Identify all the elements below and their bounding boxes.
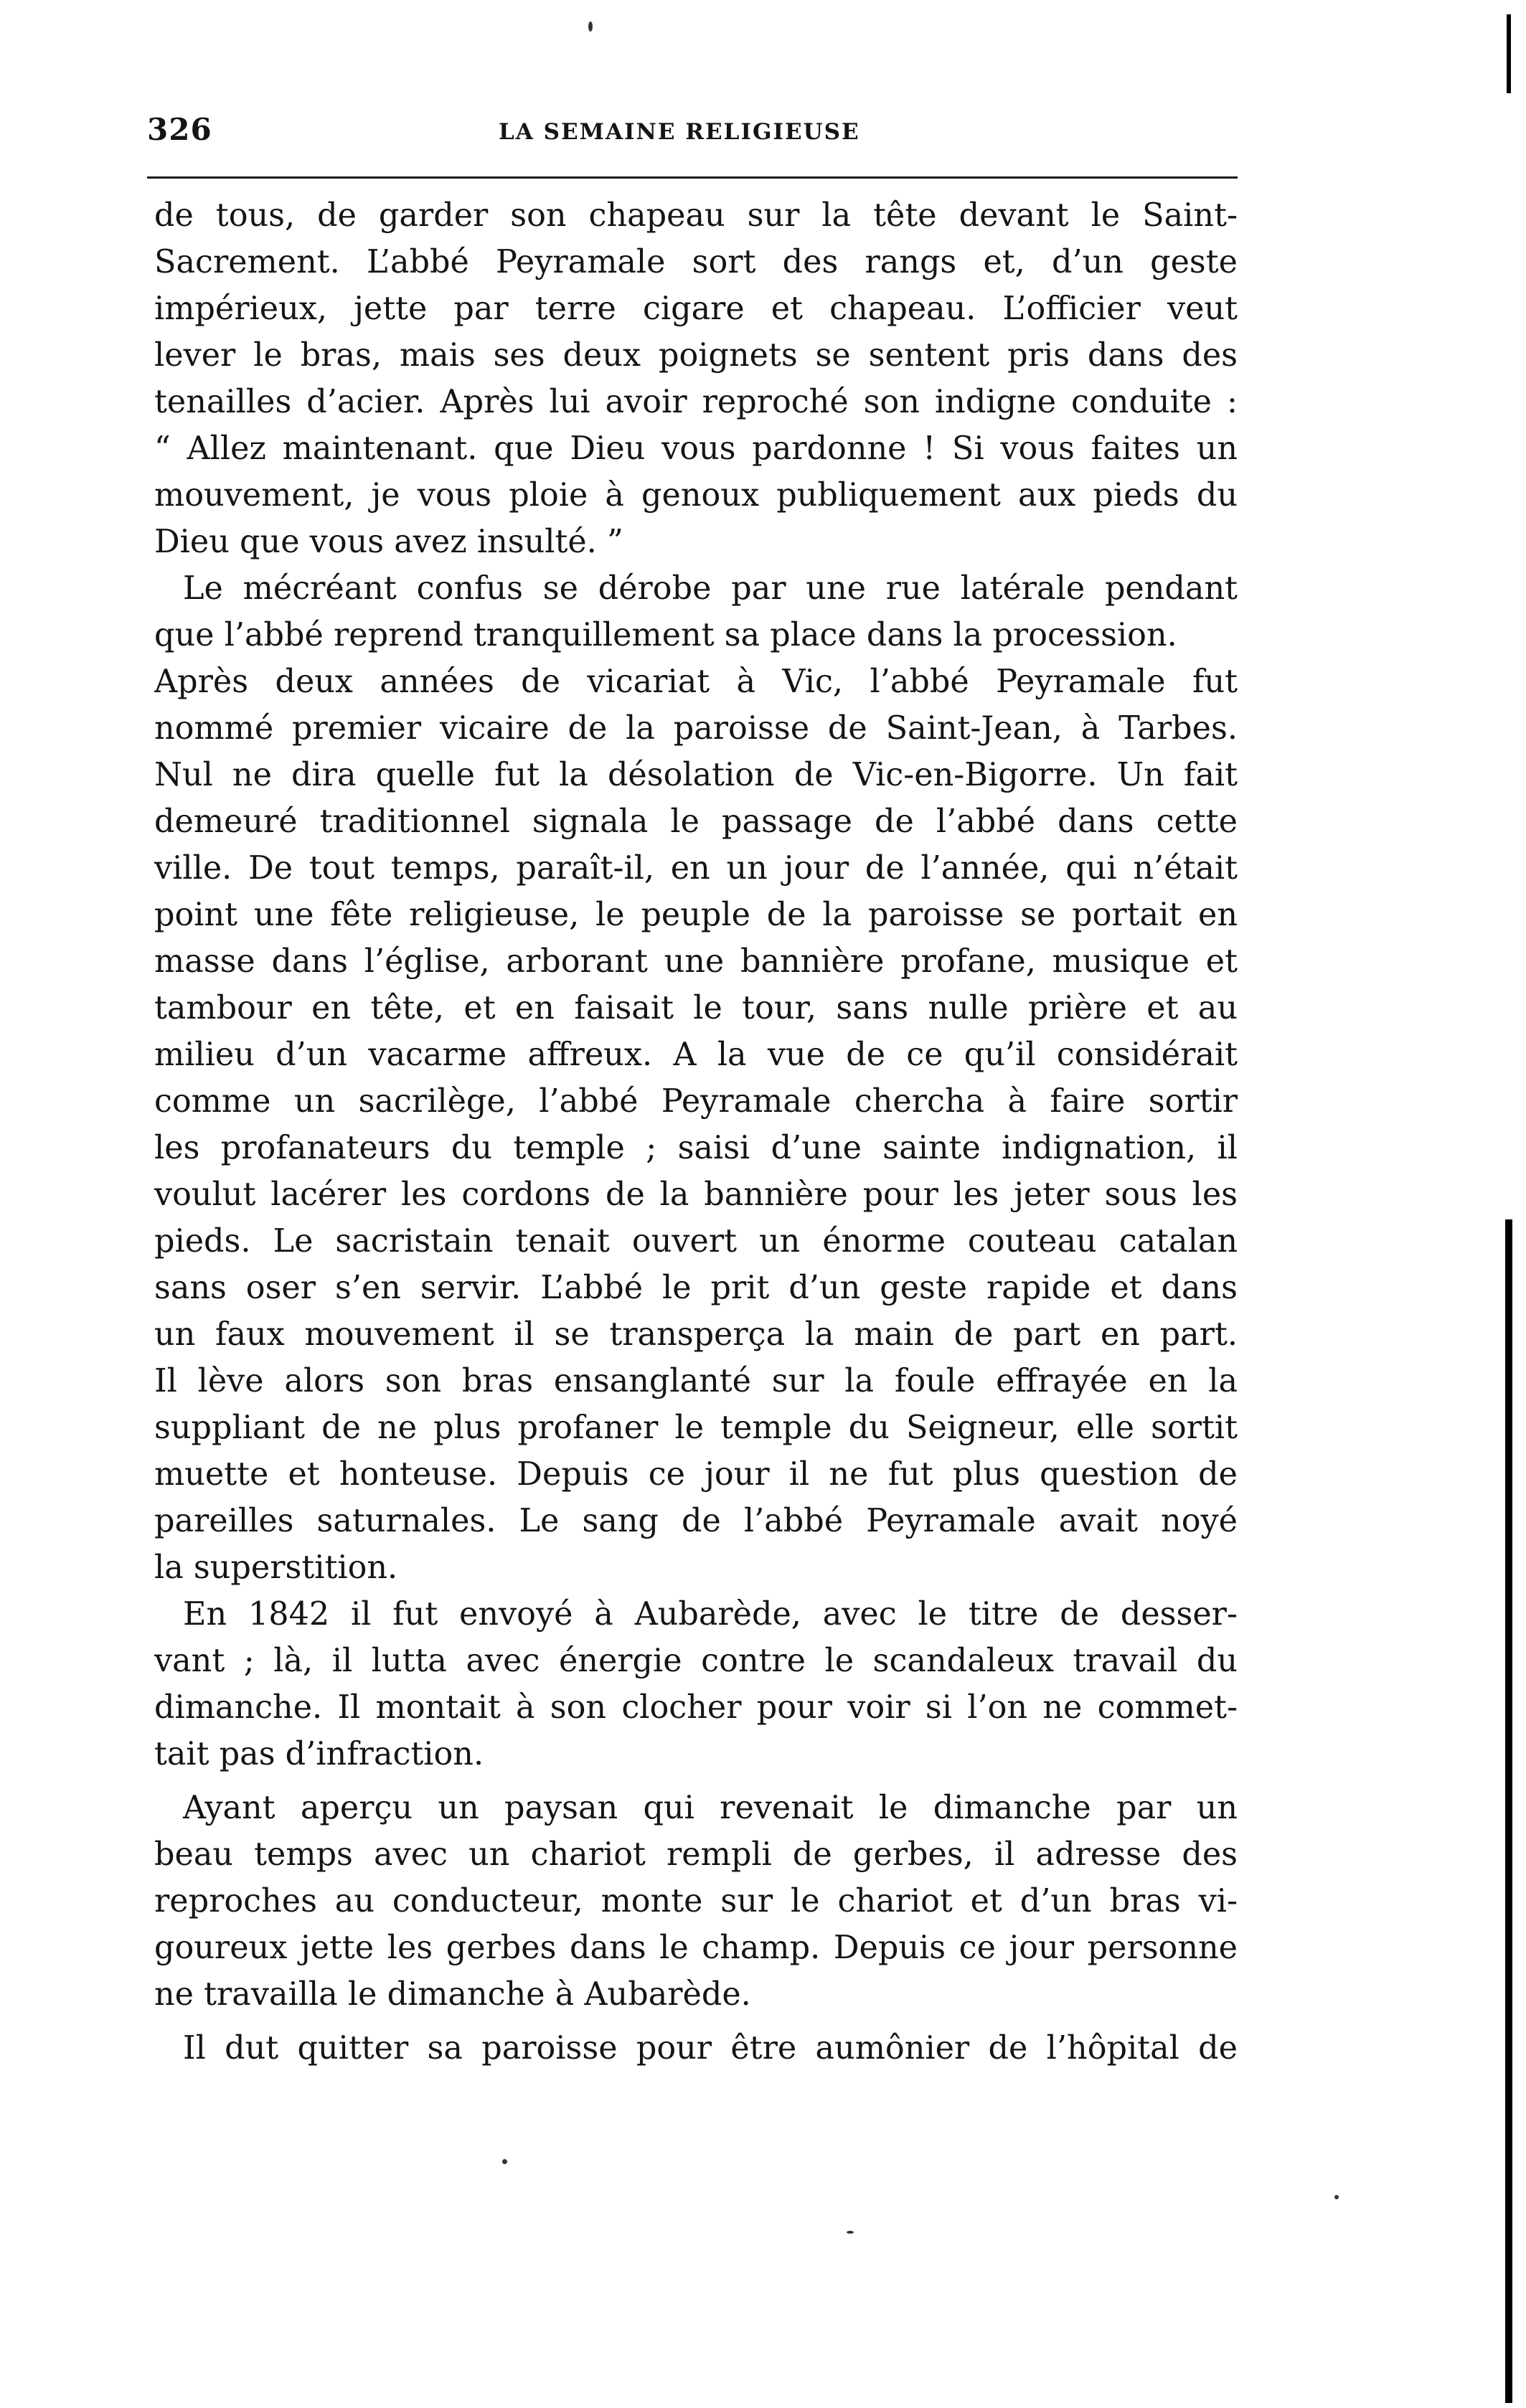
text-line: suppliant de ne plus profaner le temple du Seigneur, elle sortit bbox=[154, 1410, 1238, 1446]
scan-speck bbox=[847, 2231, 854, 2234]
text-line: muette et honteuse. Depuis ce jour il ne fut plus question de bbox=[154, 1456, 1238, 1493]
text-line: reproches au conducteur, monte sur le chariot et d’un bras vi- bbox=[154, 1883, 1238, 1920]
text-line: comme un sacrilège, l’abbé Peyramale chercha à faire sortir bbox=[154, 1083, 1238, 1120]
text-line: pieds. Le sacristain tenait ouvert un énorme couteau catalan bbox=[154, 1223, 1238, 1260]
text-line: dimanche. Il montait à son clocher pour voir si l’on ne commet- bbox=[154, 1689, 1238, 1726]
scan-speck bbox=[1334, 2195, 1339, 2199]
scan-speck bbox=[588, 22, 593, 32]
text-line: nommé premier vicaire de la paroisse de Saint-Jean, à Tarbes. bbox=[154, 710, 1238, 747]
text-line: milieu d’un vacarme affreux. A la vue de ce qu’il considérait bbox=[154, 1037, 1238, 1073]
text-line: Nul ne dira quelle fut la désolation de Vic-en-Bigorre. Un fait bbox=[154, 757, 1238, 793]
text-line: Après deux années de vicariat à Vic, l’abbé Peyramale fut bbox=[154, 664, 1238, 700]
text-line: “ Allez maintenant. que Dieu vous pardonne ! Si vous faites un bbox=[154, 430, 1238, 467]
text-line: Il lève alors son bras ensanglanté sur la foule effrayée en la bbox=[154, 1363, 1238, 1399]
text-line: lever le bras, mais ses deux poignets se sentent pris dans des bbox=[154, 337, 1238, 374]
text-line: point une fête religieuse, le peuple de la paroisse se portait en bbox=[154, 897, 1238, 933]
text-line: En 1842 il fut envoyé à Aubarède, avec le titre de desser- bbox=[183, 1596, 1238, 1633]
text-line: la superstition. bbox=[154, 1549, 398, 1586]
scan-edge-mark bbox=[1507, 14, 1511, 93]
text-line: tait pas d’infraction. bbox=[154, 1736, 484, 1772]
text-line: sans oser s’en servir. L’abbé le prit d’un geste rapide et dans bbox=[154, 1270, 1238, 1306]
text-line: Le mécréant confus se dérobe par une rue latérale pendant bbox=[183, 570, 1238, 607]
text-line: un faux mouvement il se transperça la main de part en part. bbox=[154, 1316, 1238, 1353]
paragraph-gap bbox=[154, 2018, 1238, 2025]
text-line: mouvement, je vous ploie à genoux publiquement aux pieds du bbox=[154, 477, 1238, 514]
body-text bbox=[154, 192, 1238, 2072]
text-line: Dieu que vous avez insulté. ” bbox=[154, 524, 623, 560]
text-line: voulut lacérer les cordons de la bannière pour les jeter sous les bbox=[154, 1176, 1238, 1213]
text-line: impérieux, jette par terre cigare et chapeau. L’officier veut bbox=[154, 291, 1238, 327]
text-line: que l’abbé reprend tranquillement sa place dans la procession. bbox=[154, 617, 1177, 653]
text-line: beau temps avec un chariot rempli de gerbes, il adresse des bbox=[154, 1836, 1238, 1873]
text-line: les profanateurs du temple ; saisi d’une sainte indignation, il bbox=[154, 1130, 1238, 1166]
text-line: ne travailla le dimanche à Aubarède. bbox=[154, 1976, 751, 2013]
text-line: ville. De tout temps, paraît-il, en un jour de l’année, qui n’était bbox=[154, 850, 1238, 887]
text-line: pareilles saturnales. Le sang de l’abbé Peyramale avait noyé bbox=[154, 1503, 1238, 1539]
text-line: tenailles d’acier. Après lui avoir reproché son indigne conduite : bbox=[154, 384, 1238, 420]
text-line: tambour en tête, et en faisait le tour, sans nulle prière et au bbox=[154, 990, 1238, 1026]
paragraph-gap bbox=[154, 1777, 1238, 1785]
text-line: demeuré traditionnel signala le passage de l’abbé dans cette bbox=[154, 803, 1238, 840]
text-line: masse dans l’église, arborant une bannière profane, musique et bbox=[154, 943, 1238, 980]
text-line: Ayant aperçu un paysan qui revenait le dimanche par un bbox=[183, 1790, 1238, 1826]
page-number: 326 bbox=[147, 112, 212, 147]
text-line: Sacrement. L’abbé Peyramale sort des rangs et, d’un geste bbox=[154, 244, 1238, 280]
text-line: de tous, de garder son chapeau sur la tête devant le Saint- bbox=[154, 197, 1238, 234]
text-line: Il dut quitter sa paroisse pour être aumônier de l’hôpital de bbox=[183, 2030, 1238, 2067]
scan-speck bbox=[502, 2159, 507, 2164]
running-title: LA SEMAINE RELIGIEUSE bbox=[499, 119, 860, 145]
scan-edge-shadow bbox=[1505, 1219, 1512, 2403]
text-line: vant ; là, il lutta avec énergie contre le scandaleux travail du bbox=[154, 1643, 1238, 1679]
page-header bbox=[147, 108, 1238, 165]
text-line: goureux jette les gerbes dans le champ. Depuis ce jour personne bbox=[154, 1930, 1238, 1966]
header-rule bbox=[147, 176, 1238, 179]
